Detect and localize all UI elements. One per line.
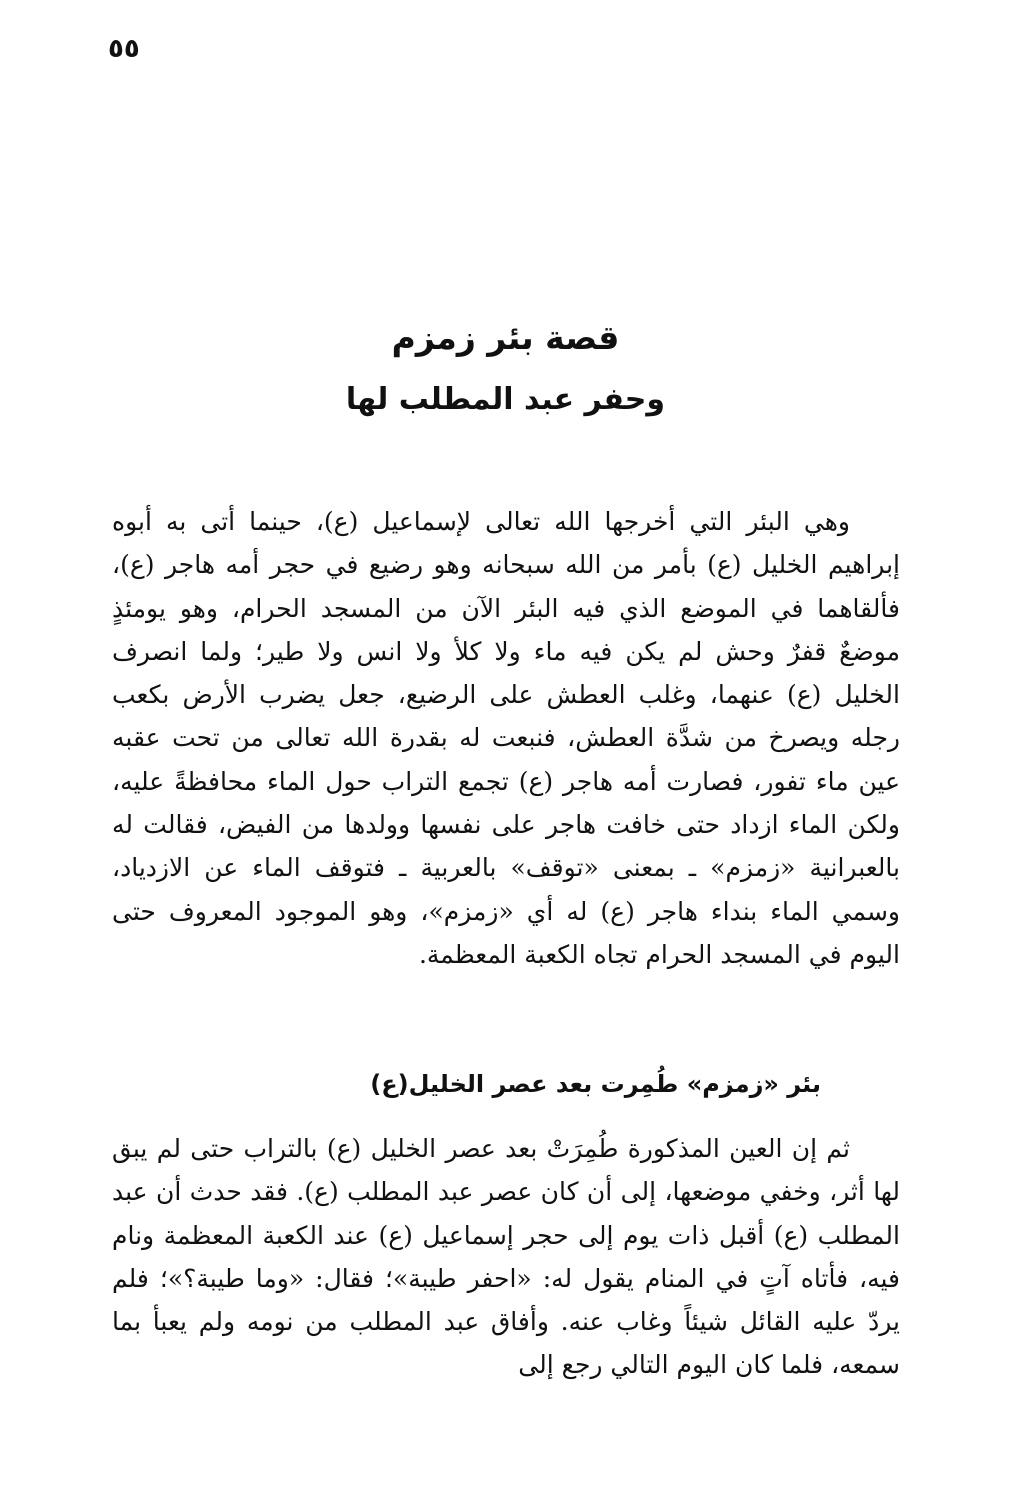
page-subtitle: وحفر عبد المطلب لها: [345, 382, 666, 417]
paragraph-1: [112, 500, 900, 976]
page-title: قصة بئر زمزم: [391, 318, 620, 357]
section-heading: بئر «زمزم» طُمِرت بعد عصر الخليل(ع): [370, 1070, 821, 1098]
paragraph-2: [112, 1127, 900, 1387]
page-number: ٥٥: [108, 34, 140, 64]
paragraph-2-text: ثم إن العين المذكورة طُمِرَتْ بعد عصر الخليل (ع) بالتراب حتى لم يبق لها أثر، وخفي موضعها، إلى أن كان عصر عبد المطلب (ع). فقد حدث أن عبد المطلب (ع) أقبل ذات يوم إلى حجر إسماعيل (ع) عند الكعبة المعظمة ونام فيه، فأتاه آتٍ في المنام يقول له: «احفر طيبة»؛ فقال: «وما طيبة؟»؛ فلم يردّ عليه القائل شيئاً وغاب عنه. وأفاق عبد المطلب من نومه ولم يعبأ بما سمعه، فلما كان اليوم التالي رجع إلى: [112, 1134, 900, 1380]
paragraph-1-text: وهي البئر التي أخرجها الله تعالى لإسماعيل (ع)، حينما أتى به أبوه إبراهيم الخليل (ع) بأمر من الله سبحانه وهو رضيع في حجر أمه هاجر (ع)، فألقاهما في الموضع الذي فيه البئر الآن من المسجد الحرام، وهو يومئذٍ موضعٌ قفرٌ وحش لم يكن فيه ماء ولا كلأ ولا انس ولا طير؛ ولما انصرف الخليل (ع) عنهما، وغلب العطش على الرضيع، جعل يضرب الأرض بكعب رجله ويصرخ من شدَّة العطش، فنبعت له بقدرة الله تعالى من تحت عقبه عين ماء تفور، فصارت أمه هاجر (ع) تجمع التراب حول الماء محافظةً عليه، ولكن الماء ازداد حتى خافت هاجر على نفسها وولدها من الفيض، فقالت له بالعبرانية «زمزم» ـ بمعنى «توقف» بالعربية ـ فتوقف الماء عن الازدياد، وسمي الماء بنداء هاجر (ع) له أي «زمزم»، وهو الموجود المعروف حتى اليوم في المسجد الحرام تجاه الكعبة المعظمة.: [112, 507, 900, 969]
